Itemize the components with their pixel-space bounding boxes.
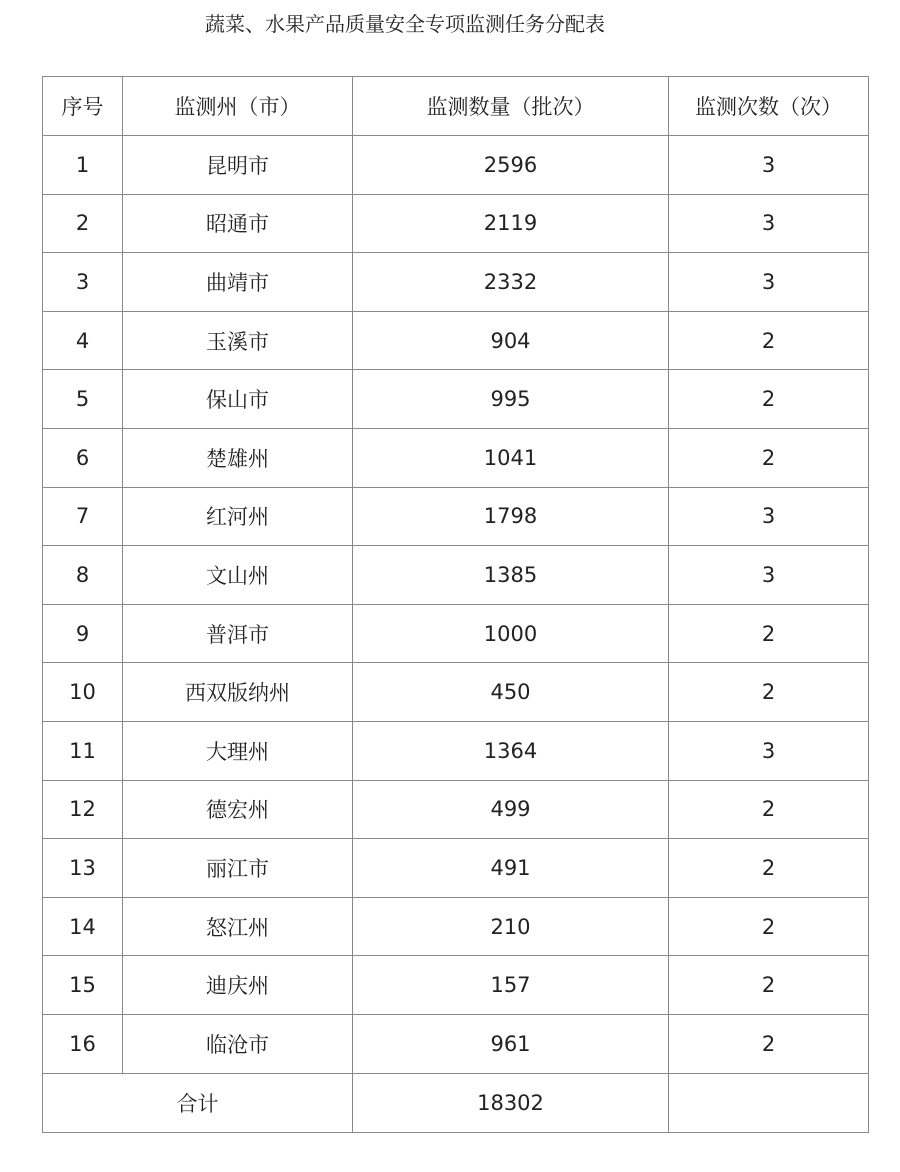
cell-index: 1 xyxy=(43,136,123,195)
cell-city: 普洱市 xyxy=(123,604,353,663)
cell-frequency: 2 xyxy=(669,1014,869,1073)
table-row xyxy=(43,897,869,956)
cell-quantity: 2119 xyxy=(353,194,669,253)
cell-city: 西双版纳州 xyxy=(123,663,353,722)
cell-quantity: 1364 xyxy=(353,721,669,780)
total-row xyxy=(43,1073,869,1132)
cell-city: 昭通市 xyxy=(123,194,353,253)
cell-frequency: 2 xyxy=(669,663,869,722)
cell-city: 怒江州 xyxy=(123,897,353,956)
table-row xyxy=(43,428,869,487)
cell-index: 8 xyxy=(43,546,123,605)
cell-city: 文山州 xyxy=(123,546,353,605)
cell-index: 14 xyxy=(43,897,123,956)
table-row xyxy=(43,721,869,780)
cell-city: 昆明市 xyxy=(123,136,353,195)
table-row xyxy=(43,604,869,663)
cell-frequency: 2 xyxy=(669,428,869,487)
cell-city: 大理州 xyxy=(123,721,353,780)
header-city: 监测州（市） xyxy=(123,77,353,136)
cell-frequency: 3 xyxy=(669,253,869,312)
table-row xyxy=(43,546,869,605)
cell-index: 13 xyxy=(43,839,123,898)
cell-quantity: 210 xyxy=(353,897,669,956)
cell-frequency: 2 xyxy=(669,839,869,898)
cell-index: 15 xyxy=(43,956,123,1015)
cell-frequency: 3 xyxy=(669,194,869,253)
cell-index: 7 xyxy=(43,487,123,546)
table-footer xyxy=(43,1073,869,1132)
cell-frequency: 2 xyxy=(669,604,869,663)
header-index: 序号 xyxy=(43,77,123,136)
cell-index: 16 xyxy=(43,1014,123,1073)
cell-index: 2 xyxy=(43,194,123,253)
cell-frequency: 3 xyxy=(669,487,869,546)
cell-quantity: 2596 xyxy=(353,136,669,195)
cell-city: 玉溪市 xyxy=(123,311,353,370)
table-row xyxy=(43,487,869,546)
cell-city: 丽江市 xyxy=(123,839,353,898)
cell-quantity: 491 xyxy=(353,839,669,898)
cell-frequency: 3 xyxy=(669,721,869,780)
page-title: 蔬菜、水果产品质量安全专项监测任务分配表 xyxy=(205,12,605,36)
header-frequency: 监测次数（次） xyxy=(669,77,869,136)
total-quantity: 18302 xyxy=(353,1073,669,1132)
table-body xyxy=(43,136,869,1074)
header-quantity: 监测数量（批次） xyxy=(353,77,669,136)
cell-index: 6 xyxy=(43,428,123,487)
cell-city: 曲靖市 xyxy=(123,253,353,312)
cell-index: 11 xyxy=(43,721,123,780)
cell-quantity: 499 xyxy=(353,780,669,839)
cell-quantity: 2332 xyxy=(353,253,669,312)
cell-frequency: 2 xyxy=(669,956,869,1015)
table-row xyxy=(43,1014,869,1073)
cell-city: 迪庆州 xyxy=(123,956,353,1015)
cell-quantity: 1798 xyxy=(353,487,669,546)
cell-city: 楚雄州 xyxy=(123,428,353,487)
total-frequency xyxy=(669,1073,869,1132)
table-row xyxy=(43,370,869,429)
cell-frequency: 2 xyxy=(669,897,869,956)
cell-index: 12 xyxy=(43,780,123,839)
cell-city: 保山市 xyxy=(123,370,353,429)
table-row xyxy=(43,311,869,370)
cell-quantity: 1000 xyxy=(353,604,669,663)
cell-quantity: 1041 xyxy=(353,428,669,487)
cell-frequency: 2 xyxy=(669,370,869,429)
table-row xyxy=(43,663,869,722)
cell-quantity: 157 xyxy=(353,956,669,1015)
cell-frequency: 2 xyxy=(669,311,869,370)
cell-frequency: 3 xyxy=(669,136,869,195)
table-row xyxy=(43,956,869,1015)
cell-city: 临沧市 xyxy=(123,1014,353,1073)
table-header xyxy=(43,77,869,136)
cell-quantity: 1385 xyxy=(353,546,669,605)
table-row xyxy=(43,136,869,195)
cell-city: 红河州 xyxy=(123,487,353,546)
cell-quantity: 995 xyxy=(353,370,669,429)
allocation-table xyxy=(42,76,869,1133)
cell-quantity: 450 xyxy=(353,663,669,722)
cell-index: 9 xyxy=(43,604,123,663)
cell-index: 5 xyxy=(43,370,123,429)
cell-city: 德宏州 xyxy=(123,780,353,839)
total-label: 合计 xyxy=(43,1073,353,1132)
cell-index: 3 xyxy=(43,253,123,312)
cell-quantity: 904 xyxy=(353,311,669,370)
cell-quantity: 961 xyxy=(353,1014,669,1073)
cell-index: 4 xyxy=(43,311,123,370)
cell-frequency: 3 xyxy=(669,546,869,605)
table-row xyxy=(43,253,869,312)
header-row xyxy=(43,77,869,136)
table-row xyxy=(43,780,869,839)
cell-frequency: 2 xyxy=(669,780,869,839)
table-row xyxy=(43,839,869,898)
cell-index: 10 xyxy=(43,663,123,722)
table-row xyxy=(43,194,869,253)
